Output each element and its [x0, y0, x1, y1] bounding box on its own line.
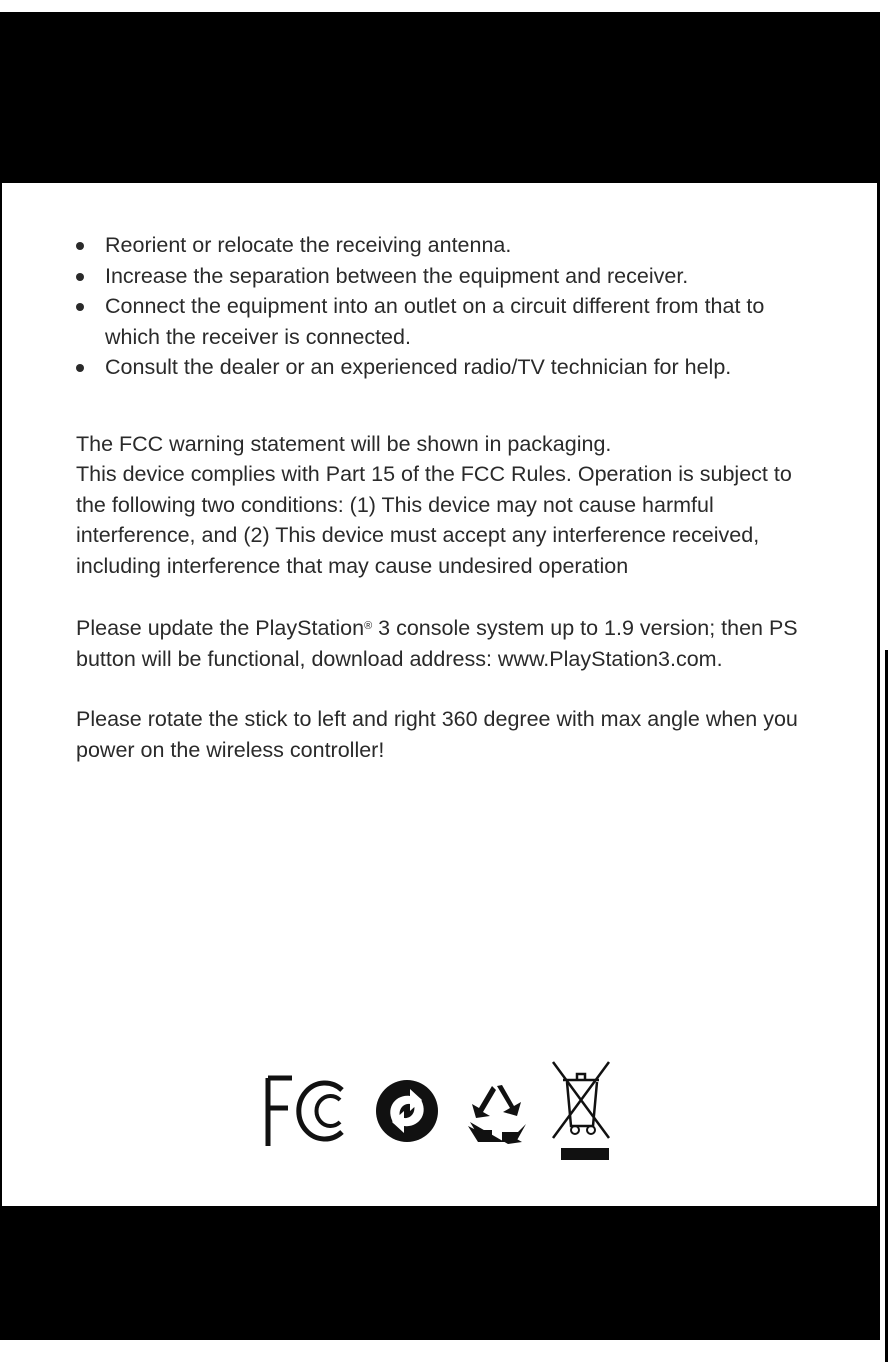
recycle-icon: [462, 1082, 532, 1144]
stick-rotation-note: Please rotate the stick to left and right 360 degree with max angle when you power on the wireless controller!: [76, 707, 798, 762]
fcc-compliance-text: This device complies with Part 15 of the FCC Rules. Operation is subject to the following two conditions: (1) This device may not cause harmful interference, and (2) This device must accept any interference received, including interference that may cause undesired operation: [76, 462, 792, 578]
bottom-black-band: [0, 1206, 880, 1340]
list-item: Reorient or relocate the receiving antenna.: [76, 230, 806, 261]
right-outer-border: [885, 650, 888, 1362]
ps3-text-after: 3 console system up to 1.9 version; then PS button will be functional, download address: www.PlayStation3.com.: [76, 616, 798, 671]
list-item: Increase the separation between the equipment and receiver.: [76, 261, 806, 292]
list-item: Consult the dealer or an experienced radio/TV technician for help.: [76, 352, 806, 383]
interference-measures-list: [76, 230, 806, 383]
certification-logos: [262, 1058, 622, 1162]
weee-crossed-bin-icon: [549, 1058, 613, 1162]
right-border: [877, 183, 880, 1206]
fcc-statement: [76, 429, 806, 582]
top-black-band: [0, 12, 880, 183]
list-item: Connect the equipment into an outlet on a circuit different from that to which the receiver is connected.: [76, 291, 806, 352]
ps3-text-before: Please update the PlayStation: [76, 616, 365, 640]
left-border: [0, 183, 2, 1206]
green-dot-icon: [374, 1078, 440, 1144]
ps3-update-note: [76, 611, 806, 674]
fcc-packaging-line: The FCC warning statement will be shown in packaging.: [76, 431, 612, 456]
registered-mark: ®: [364, 620, 373, 632]
document-body: [76, 230, 806, 765]
fcc-logo-icon: [262, 1072, 358, 1148]
